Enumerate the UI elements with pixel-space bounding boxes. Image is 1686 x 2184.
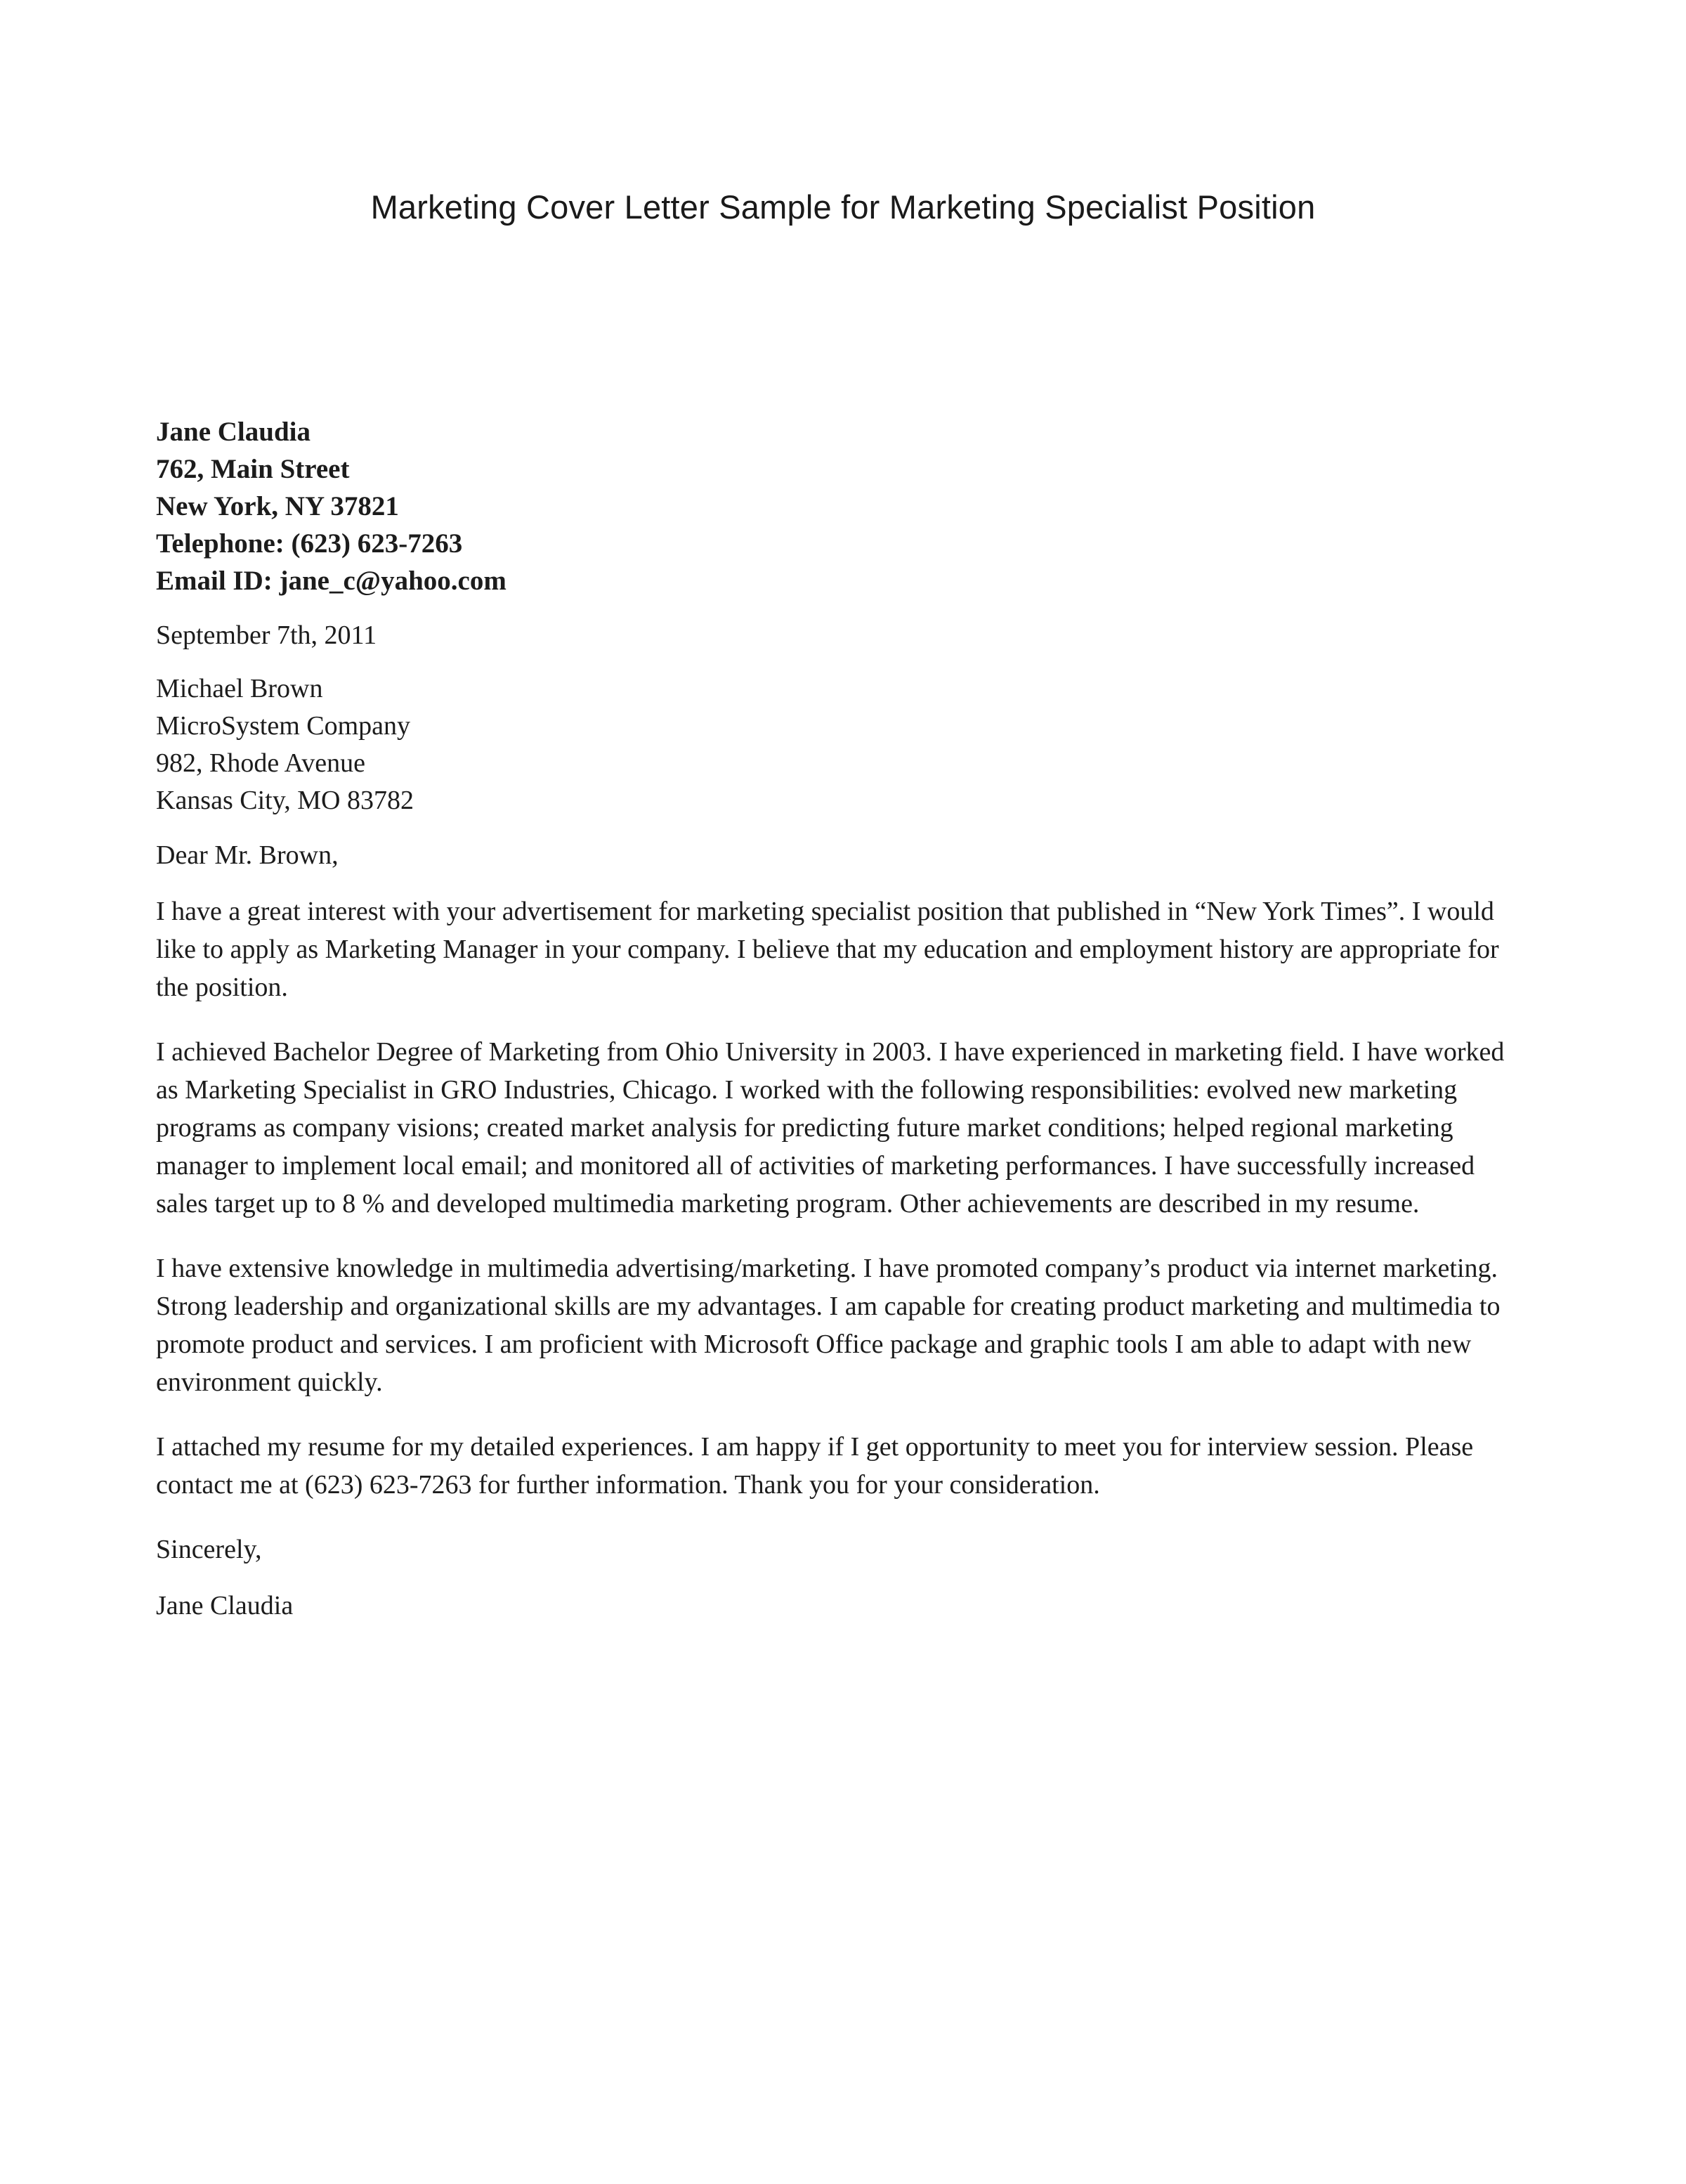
sender-city-state-zip: New York, NY 37821 (156, 491, 399, 521)
recipient-name: Michael Brown (156, 674, 323, 703)
letter-date: September 7th, 2011 (156, 620, 377, 650)
sender-telephone: Telephone: (623) 623-7263 (156, 528, 463, 559)
recipient-city-state-zip: Kansas City, MO 83782 (156, 786, 414, 815)
sender-email: Email ID: jane_c@yahoo.com (156, 566, 507, 596)
salutation: Dear Mr. Brown, (156, 840, 339, 870)
recipient-address-block (156, 670, 1527, 819)
sender-street: 762, Main Street (156, 454, 350, 484)
letter-body (156, 413, 1527, 1625)
sender-address-block (156, 413, 1527, 599)
signature-name: Jane Claudia (156, 1591, 294, 1620)
body-paragraph-2: I achieved Bachelor Degree of Marketing from Ohio University in 2003. I have experienced in marketing field. I have worked as Marketing Specialist in GRO Industries, Chicago. I worked with the following responsibilities: evolved new marketing programs as company visions; created market analysis for predicting future market conditions; helped regional marketing manager to implement local email; and monitored all of activities of marketing performances. I have successfully increased sales target up to 8 % and developed multimedia marketing program. Other achievements are described in my resume. (156, 1037, 1505, 1218)
sender-name: Jane Claudia (156, 417, 311, 447)
page-title: Marketing Cover Letter Sample for Marketing Specialist Position (370, 188, 1316, 226)
body-paragraph-1: I have a great interest with your advertisement for marketing specialist position that published in “New York Times”. I would like to apply as Marketing Manager in your company. I believe that my education and employment history are appropriate for the position. (156, 897, 1499, 1002)
body-paragraph-4: I attached my resume for my detailed experiences. I am happy if I get opportunity to meet you for interview session. Please contact me at (623) 623-7263 for further information. Thank you for your consideration. (156, 1432, 1474, 1500)
closing-salutation: Sincerely, (156, 1535, 262, 1564)
body-paragraph-3: I have extensive knowledge in multimedia advertising/marketing. I have promoted company’s product via internet marketing. Strong leadership and organizational skills are my advantages. I am capable for creating product marketing and multimedia to promote product and services. I am proficient with Microsoft Office package and graphic tools I am able to adapt with new environment quickly. (156, 1254, 1501, 1397)
recipient-company: MicroSystem Company (156, 711, 411, 741)
recipient-street: 982, Rhode Avenue (156, 748, 365, 778)
